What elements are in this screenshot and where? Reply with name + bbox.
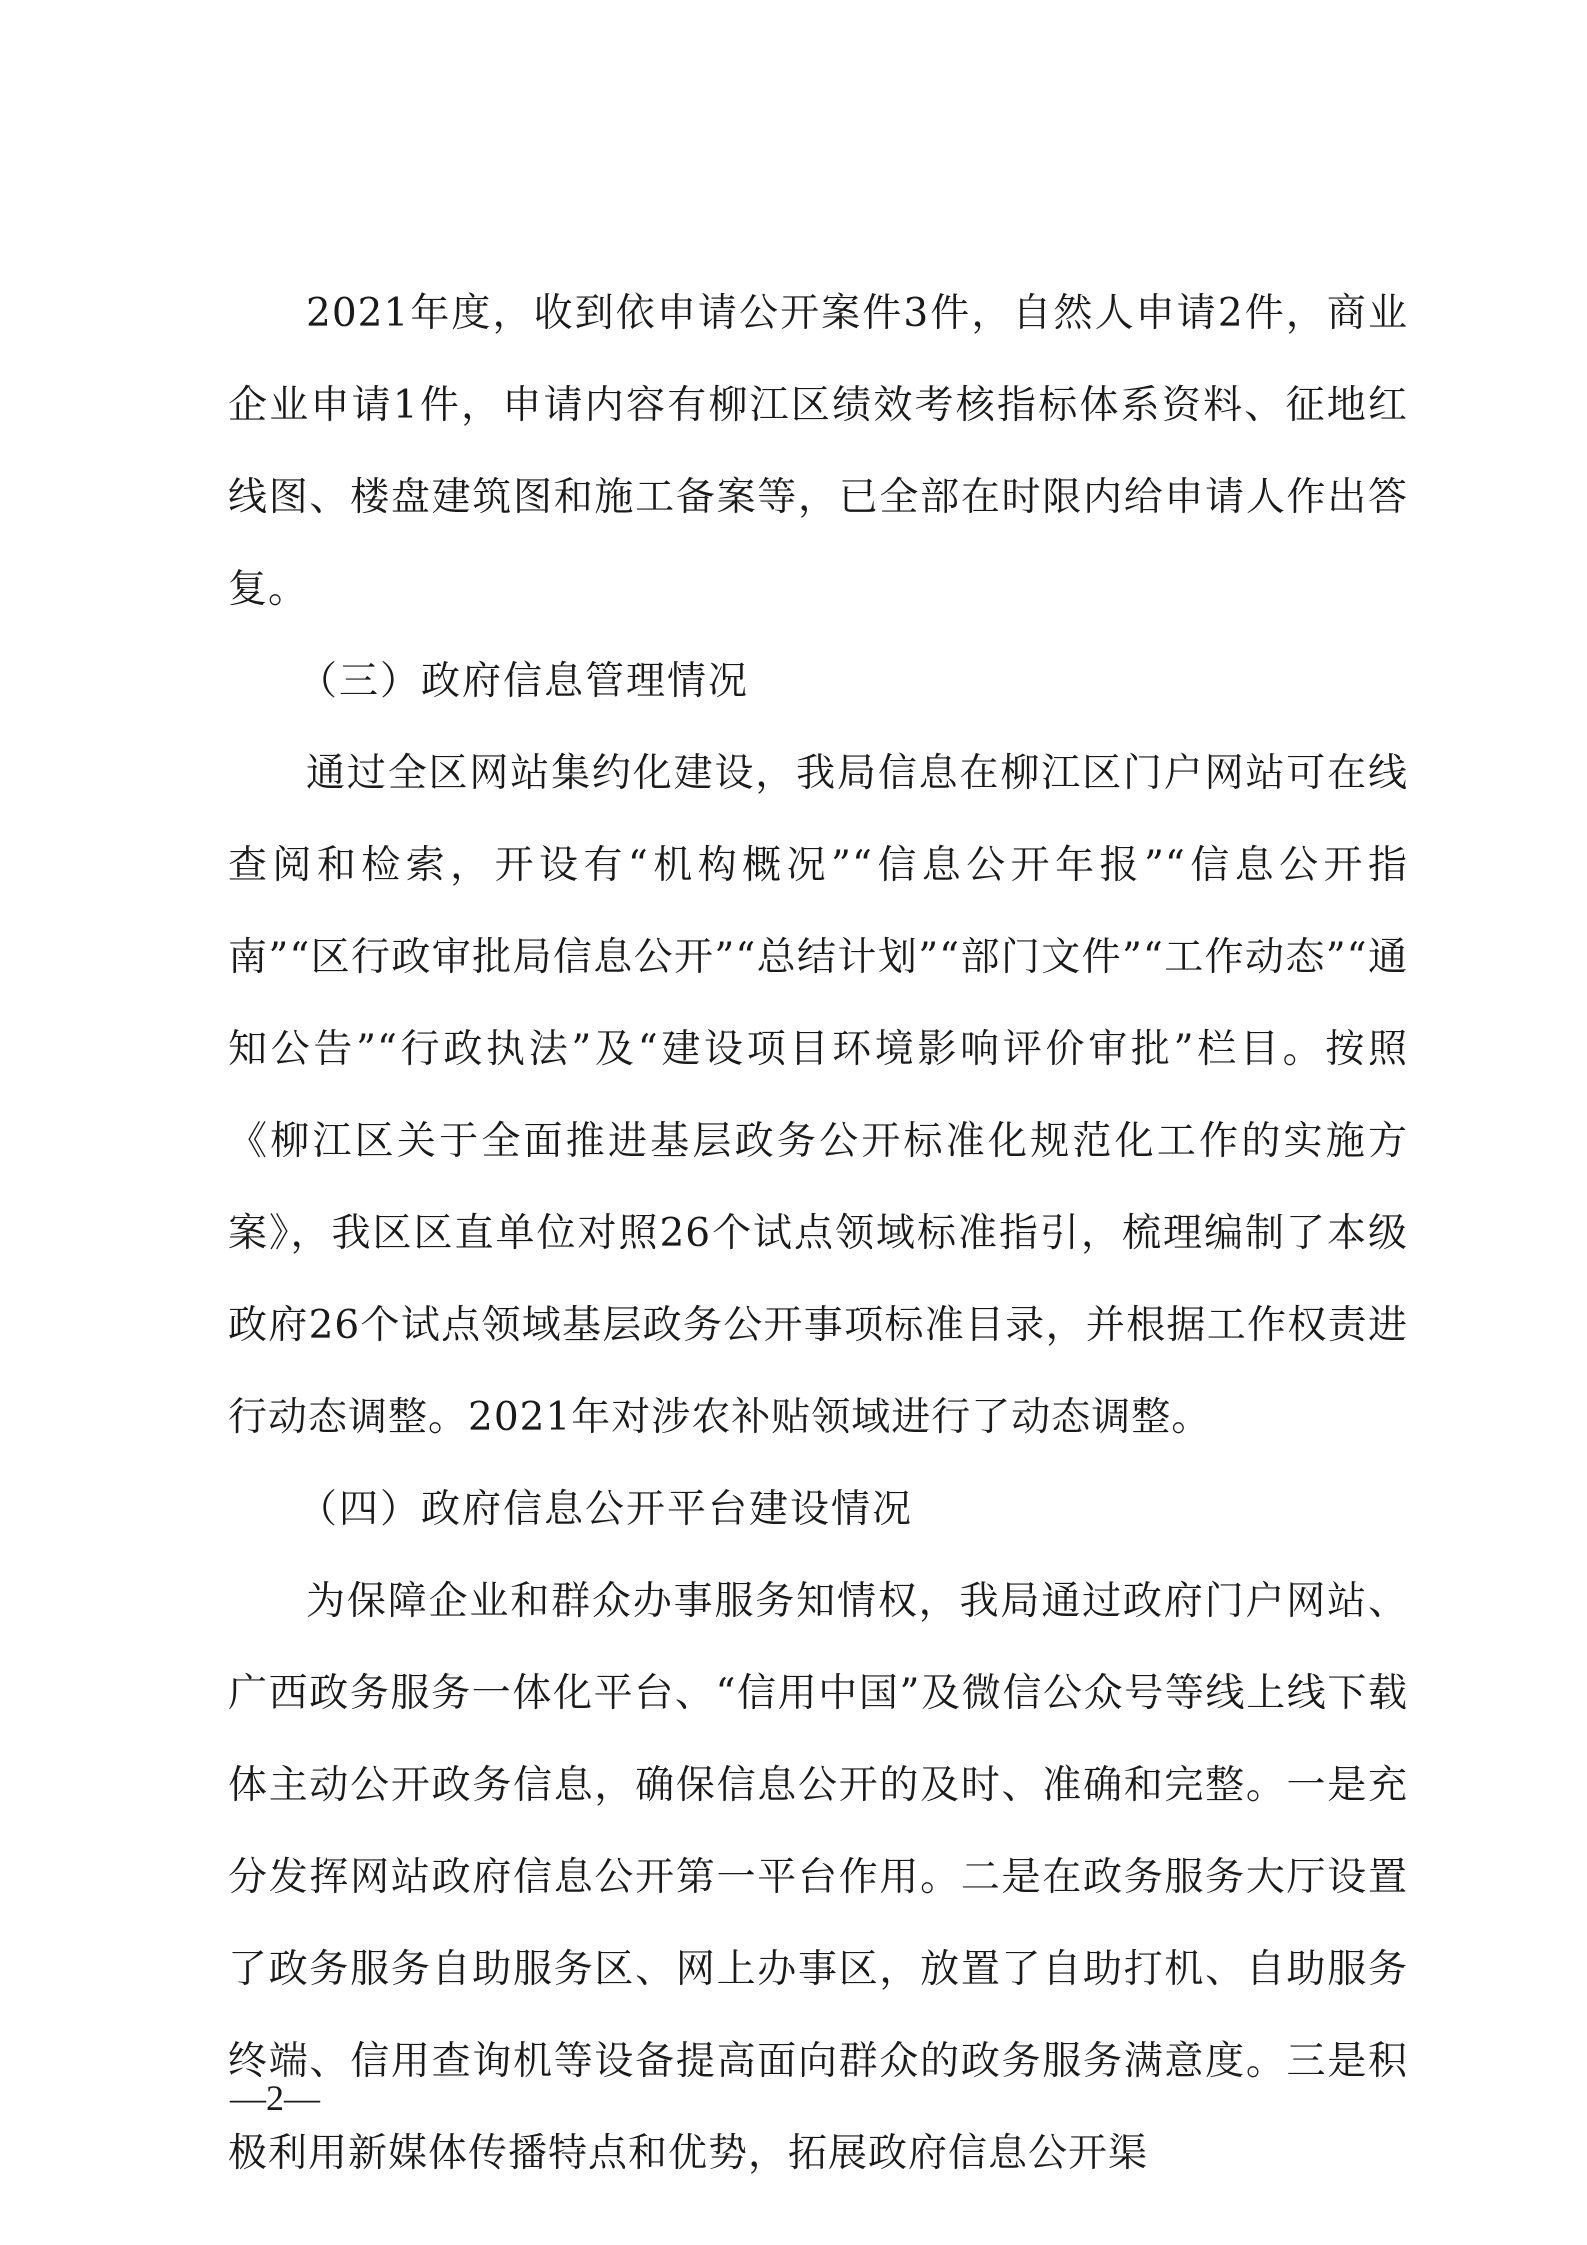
page-number: —2— xyxy=(230,2078,320,2118)
section-heading-platform-construction: （四）政府信息公开平台建设情况 xyxy=(298,1487,914,1532)
paragraph-platform-construction: 为保障企业和群众办事服务知情权，我局通过政府门户网站、广西政务服务一体化平台、“信用中国”及微信公众号等线上线下载体主动公开政务信息，确保信息公开的及时、准确和完整。一是充分发挥网站政府信息公开第一平台作用。二是在政务服务大厅设置了政务服务自助服务区、网上办事区，放置了自助打机、自助服务终端、信用查询机等设备提高面向群众的政务服务满意度。三是积极利用新媒体传播特点和优势，拓展政府信息公开渠 xyxy=(228,1579,1408,2176)
document-body xyxy=(228,268,1408,2200)
paragraph-info-management: 通过全区网站集约化建设，我局信息在柳江区门户网站可在线查阅和检索，开设有“机构概况”“信息公开年报”“信息公开指南”“区行政审批局信息公开”“总结计划”“部门文件”“工作动态”“通知公告”“行政执法”及“建设项目环境影响评价审批”栏目。按照《柳江区关于全面推进基层政务公开标准化规范化工作的实施方案》，我区区直单位对照26个试点领域标准指引，梳理编制了本级政府26个试点领域基层政务公开事项标准目录，并根据工作权责进行动态调整。2021年对涉农补贴领域进行了动态调整。 xyxy=(228,751,1408,1440)
paragraph-application-cases: 2021年度，收到依申请公开案件3件，自然人申请2件，商业企业申请1件，申请内容有柳江区绩效考核指标体系资料、征地红线图、楼盘建筑图和施工备案等，已全部在时限内给申请人作出答复。 xyxy=(228,291,1408,612)
section-heading-info-management: （三）政府信息管理情况 xyxy=(298,659,750,704)
